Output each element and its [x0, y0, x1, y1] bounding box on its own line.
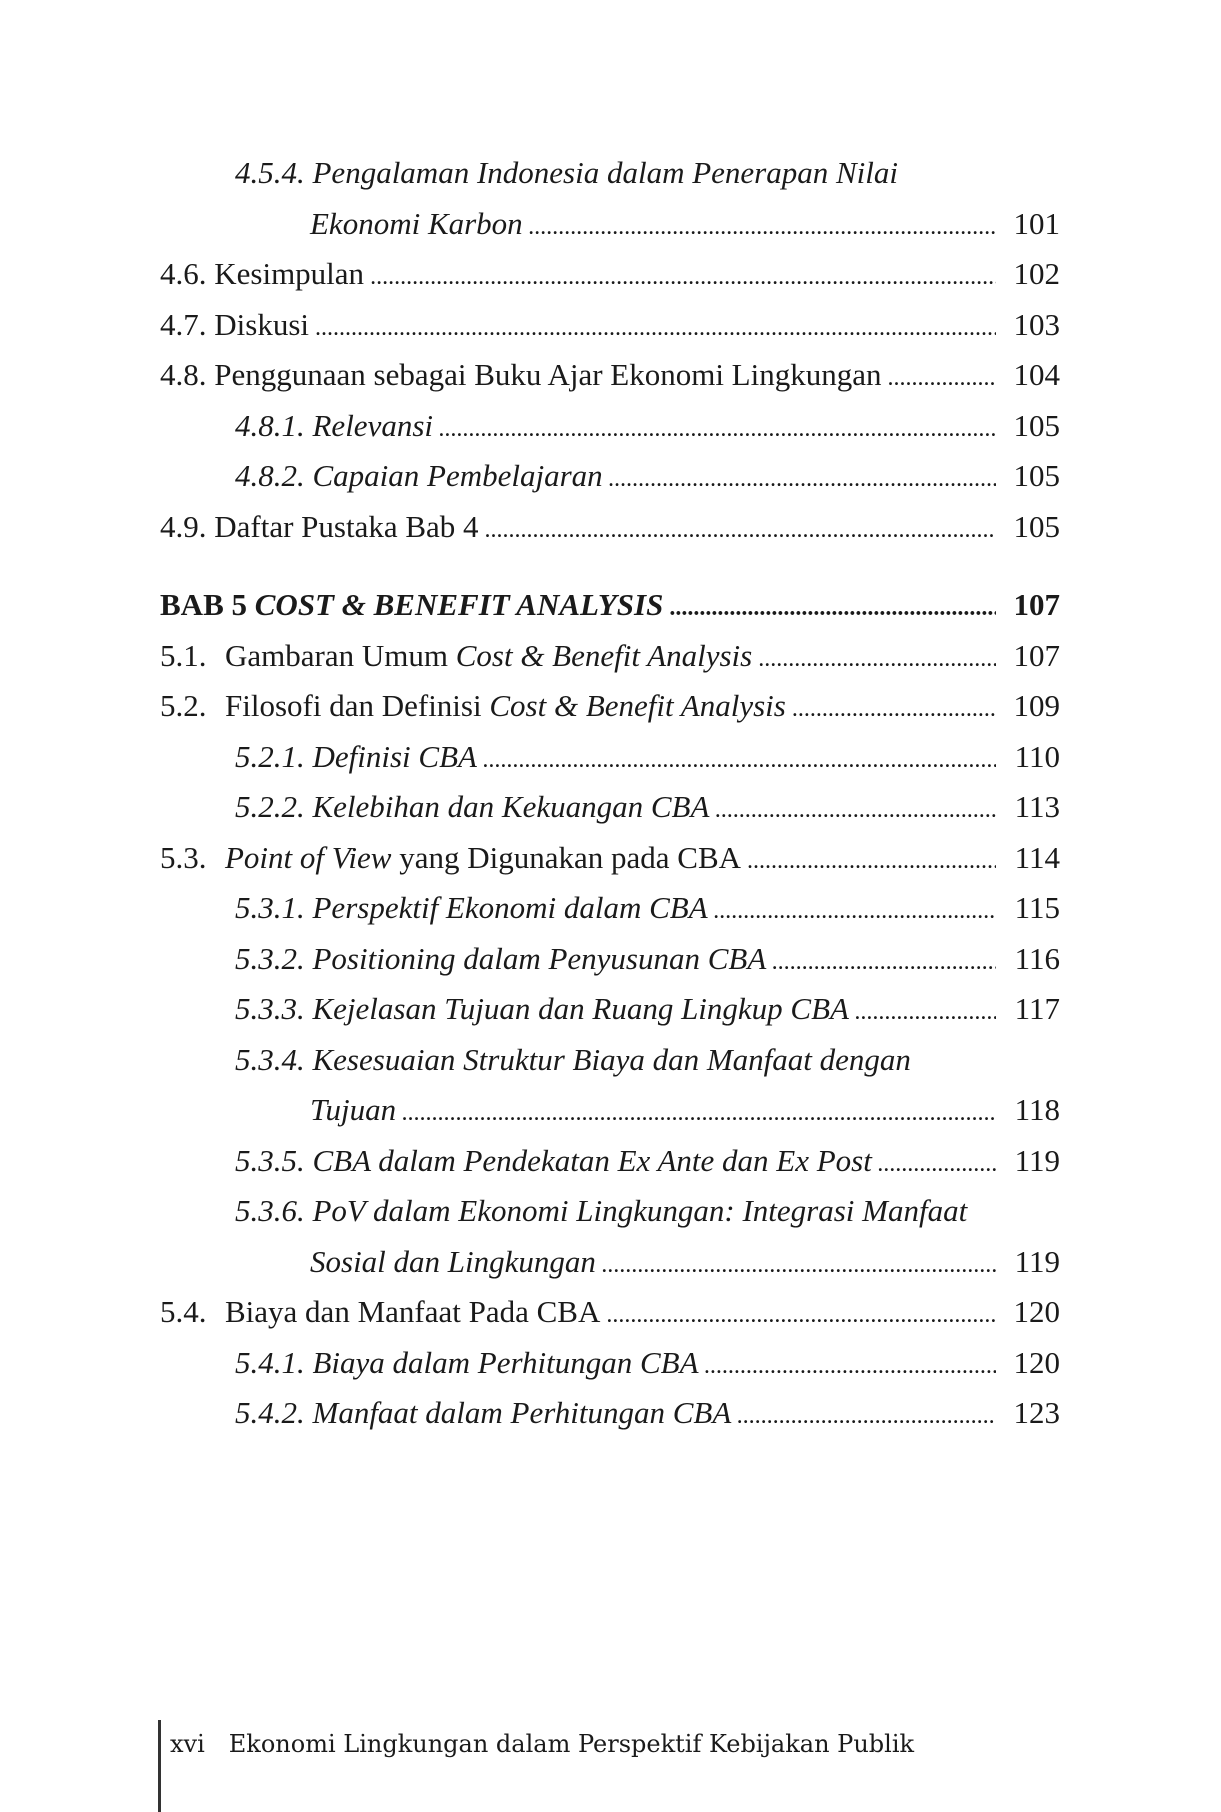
toc-entry-5-3-4-cont — [160, 1085, 1060, 1136]
toc-entry-title-italic: Cost & Benefit Analysis — [489, 688, 786, 724]
dot-leader — [602, 1247, 996, 1277]
toc-entry-title: Diskusi — [214, 306, 309, 342]
toc-page-number: 105 — [1013, 458, 1060, 494]
toc-entry-title: Relevansi — [312, 407, 434, 443]
dot-leader — [315, 310, 996, 340]
toc-entry-title: Tujuan — [310, 1092, 397, 1128]
toc-entry-number: 5.2.2. — [235, 789, 305, 825]
dot-leader — [737, 1398, 996, 1428]
dot-leader — [669, 590, 996, 620]
dot-leader — [370, 259, 996, 289]
toc-entry-number: 5.3.5. — [235, 1142, 305, 1178]
toc-entry-4-6 — [160, 249, 1060, 300]
toc-entry-title: Kelebihan dan Kekuangan CBA — [312, 789, 710, 825]
toc-page-number: 119 — [1014, 1243, 1060, 1279]
footer-text — [170, 1730, 914, 1758]
dot-leader — [878, 1146, 996, 1176]
toc-entry-title: Biaya dan Manfaat Pada CBA — [225, 1294, 601, 1330]
toc-entry-number: 5.4.2. — [235, 1395, 305, 1431]
toc-entry-5-4 — [160, 1287, 1060, 1338]
dot-leader — [439, 411, 996, 441]
toc-page-number: 123 — [1013, 1395, 1060, 1431]
toc-entry-5-3-6 — [160, 1186, 1060, 1237]
toc-entry-5-3-2 — [160, 934, 1060, 985]
toc-entry-4-8-1 — [160, 401, 1060, 452]
toc-entry-title: Manfaat dalam Perhitungan CBA — [312, 1395, 732, 1431]
toc-entry-5-3-6-cont — [160, 1237, 1060, 1288]
toc-page-number: 102 — [1013, 256, 1060, 292]
toc-entry-title: Filosofi dan Definisi — [225, 688, 482, 724]
toc-page-number: 114 — [1014, 839, 1060, 875]
toc-page-number: 107 — [1013, 637, 1060, 673]
toc-page-number: 109 — [1013, 688, 1060, 724]
page-footer — [158, 1720, 1058, 1812]
toc-entry-4-8-2 — [160, 451, 1060, 502]
toc-entry-number: 4.9. — [160, 508, 207, 544]
toc-entry-title: Kesesuaian Struktur Biaya dan Manfaat dengan — [312, 1041, 911, 1077]
toc-entry-number: 4.8. — [160, 357, 207, 393]
toc-entry-5-2-2 — [160, 782, 1060, 833]
toc-entry-4-9 — [160, 502, 1060, 553]
toc-entry-title: Capaian Pembelajaran — [312, 458, 603, 494]
toc-entry-number: 5.3.2. — [235, 940, 305, 976]
toc-chapter-title: COST & BENEFIT ANALYSIS — [254, 587, 664, 623]
dot-leader — [714, 893, 996, 923]
toc-entry-5-3-4 — [160, 1035, 1060, 1086]
toc-entry-number: 4.8.1. — [235, 407, 305, 443]
toc-page-number: 120 — [1013, 1294, 1060, 1330]
toc-page-number: 107 — [1013, 587, 1060, 623]
toc-page-number: 105 — [1013, 407, 1060, 443]
toc-entry-title: CBA dalam Pendekatan Ex Ante dan Ex Post — [312, 1142, 872, 1178]
dot-leader — [609, 461, 996, 491]
toc-entry-5-3-5 — [160, 1136, 1060, 1187]
toc-entry-number: 5.3.1. — [235, 890, 305, 926]
dot-leader — [606, 1297, 996, 1327]
toc-entry-title: Gambaran Umum — [225, 637, 448, 673]
toc-entry-5-1 — [160, 631, 1060, 682]
section-gap — [160, 552, 1060, 580]
toc-page-number: 103 — [1013, 306, 1060, 342]
dot-leader — [758, 641, 996, 671]
toc-entry-title: Kejelasan Tujuan dan Ruang Lingkup CBA — [312, 991, 849, 1027]
toc-entry-title: Biaya dalam Perhitungan CBA — [312, 1344, 699, 1380]
dot-leader — [485, 512, 996, 542]
dot-leader — [772, 944, 996, 974]
toc-entry-number: 5.4. — [160, 1294, 207, 1330]
dot-leader — [792, 691, 996, 721]
dot-leader — [747, 843, 996, 873]
dot-leader — [402, 1095, 996, 1125]
toc-chapter-number: BAB 5 — [160, 587, 247, 623]
toc-entry-title: Daftar Pustaka Bab 4 — [214, 508, 479, 544]
toc-entry-number: 5.2.1. — [235, 738, 305, 774]
toc-entry-number: 5.2. — [160, 688, 207, 724]
toc-entry-title: Positioning dalam Penyusunan CBA — [312, 940, 767, 976]
toc-chapter-5 — [160, 580, 1060, 631]
toc-page-number: 119 — [1014, 1142, 1060, 1178]
toc-page-number: 116 — [1014, 940, 1060, 976]
toc-entry-title: Sosial dan Lingkungan — [310, 1243, 596, 1279]
toc-entry-4-7 — [160, 300, 1060, 351]
toc-page-number: 117 — [1014, 991, 1060, 1027]
toc-page-number: 101 — [1013, 205, 1060, 241]
toc-page-number: 120 — [1013, 1344, 1060, 1380]
toc-entry-5-2-1 — [160, 732, 1060, 783]
dot-leader — [888, 360, 997, 390]
toc-entry-5-3-3 — [160, 984, 1060, 1035]
toc-entry-title: Kesimpulan — [214, 256, 365, 292]
toc-entry-title: yang Digunakan pada CBA — [399, 839, 742, 875]
toc-entry-5-4-2 — [160, 1388, 1060, 1439]
toc-entry-number: 5.3.4. — [235, 1041, 305, 1077]
dot-leader — [855, 994, 996, 1024]
toc-entry-5-3 — [160, 833, 1060, 884]
toc-entry-title: Ekonomi Karbon — [310, 205, 523, 241]
dot-leader — [715, 792, 996, 822]
toc-entry-number: 5.1. — [160, 637, 207, 673]
toc-entry-title: Definisi CBA — [312, 738, 477, 774]
toc-entry-title: Pengalaman Indonesia dalam Penerapan Nilai — [312, 155, 898, 191]
toc-page-number: 118 — [1014, 1092, 1060, 1128]
toc-entry-title: Perspektif Ekonomi dalam CBA — [312, 890, 708, 926]
footer-book-title: Ekonomi Lingkungan dalam Perspektif Kebijakan Publik — [228, 1730, 915, 1758]
table-of-contents — [160, 148, 1060, 1439]
toc-entry-5-4-1 — [160, 1338, 1060, 1389]
toc-entry-4-5-4-cont — [160, 199, 1060, 250]
toc-entry-title-italic: Cost & Benefit Analysis — [455, 637, 753, 673]
toc-page-number: 113 — [1014, 789, 1060, 825]
toc-entry-4-5-4 — [160, 148, 1060, 199]
toc-entry-5-2 — [160, 681, 1060, 732]
toc-entry-number: 5.3. — [160, 839, 207, 875]
dot-leader — [705, 1348, 996, 1378]
toc-entry-title: Penggunaan sebagai Buku Ajar Ekonomi Lingkungan — [214, 357, 882, 393]
toc-entry-number: 4.7. — [160, 306, 207, 342]
toc-page-number: 115 — [1014, 890, 1060, 926]
dot-leader — [529, 209, 996, 239]
toc-page-number: 110 — [1014, 738, 1060, 774]
toc-entry-number: 4.8.2. — [235, 458, 305, 494]
dot-leader — [483, 742, 996, 772]
toc-entry-number: 5.3.6. — [235, 1193, 305, 1229]
toc-page-number: 105 — [1013, 508, 1060, 544]
footer-rule — [158, 1720, 161, 1812]
toc-entry-title: PoV dalam Ekonomi Lingkungan: Integrasi Manfaat — [312, 1193, 968, 1229]
toc-page-number: 104 — [1013, 357, 1060, 393]
footer-page-number: xvi — [170, 1730, 205, 1758]
toc-entry-5-3-1 — [160, 883, 1060, 934]
toc-entry-number: 4.5.4. — [235, 155, 305, 191]
toc-entry-title-italic: Point of View — [225, 839, 392, 875]
toc-entry-4-8 — [160, 350, 1060, 401]
toc-entry-number: 4.6. — [160, 256, 207, 292]
toc-entry-number: 5.4.1. — [235, 1344, 305, 1380]
toc-entry-number: 5.3.3. — [235, 991, 305, 1027]
